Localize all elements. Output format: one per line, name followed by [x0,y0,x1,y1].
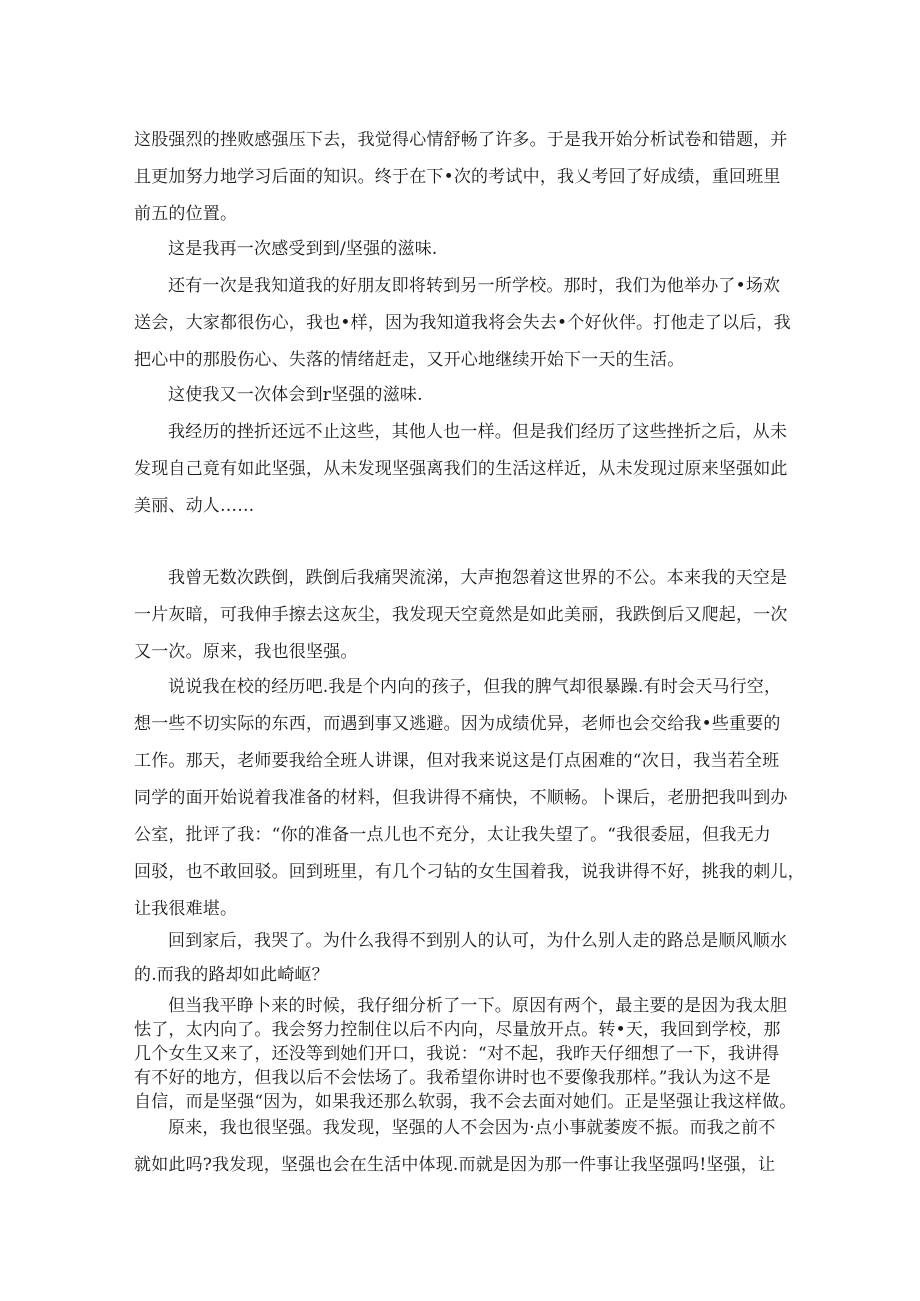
paragraph-6 [134,560,788,671]
text-line: 这股强烈的挫败感强压下去，我觉得心情舒畅了许多。于是我开始分析试卷和错题，并 [134,130,788,150]
text-line: 同学的面开始说着我准备的材料，但我讲得不痛快，不顺畅。卜课后，老册把我叫到办 [134,788,788,808]
text-line: 还有一次是我知道我的好朋友即将转到另一所学校。那时，我们为他举办了•场欢 [168,276,781,296]
text-line: 送会，大家都很伤心，我也•样，因为我知道我将会失去•个好伙伴。打他走了以后，我 [134,313,791,333]
text-line: 工作。那天，老师要我给全班人讲课，但对我来说这是仃点困难的“次日，我当若全班 [134,751,780,771]
text-line: 这是我再一次感受到到/坚强的滋味. [168,239,438,259]
text-line: 几个女生又来了，还没等到她们开口，我说：“对不起，我昨天仔细想了一下，我讲得 [134,1044,780,1064]
text-line: 原来，我也很坚强。我发现，坚强的人不会因为·点小事就萎废不振。而我之前不 [168,1118,776,1138]
text-line: 但当我平睁卜来的时候，我仔细分析了一下。原因有两个，最主要的是因为我太胆 [168,996,788,1016]
paragraph-9 [134,994,797,1114]
text-line: 一片灰暗，可我伸手擦去这灰尘，我发现天空竟然是如此美丽，我跌倒后又爬起，一次 [134,605,788,625]
text-line: 回到家后，我哭了。为什么我得不到别人的认可，为什么别人走的路总是顺风顺水 [168,931,788,951]
text-line: 公室，批评了我：“你的准备一点儿也不充分，太让我失望了。“我很委屈，但我无力 [134,825,771,845]
text-line: 这使我又一次体会到r坚强的滋味. [168,385,423,405]
text-line: 怯了，太内向了。我会努力控制住以后不内向，尽量放开点。转•天，我回到学校，那 [134,1020,781,1040]
text-line: 美丽、动人…… [134,496,255,516]
paragraph-7 [134,669,805,928]
text-line: 就如此吗?我发现，坚强也会在生活中体现.而就是因为那一件事让我坚强吗!坚强，让 [134,1155,776,1175]
paragraph-2 [134,231,782,268]
text-line: 我曾无数次跌倒，跌倒后我痛哭流涕，大声抱怨着这世界的不公。本来我的天空是 [168,568,788,588]
text-line: 想一些不切实际的东西，而遇到事又逃避。因为成绩优异，老师也会交给我•些重要的 [134,714,781,734]
text-line: 我经历的挫折还远不止这些，其他人也一样。但是我们经历了这些挫折之后，从未 [168,422,788,442]
text-line: 的.而我的路却如此崎岖？ [134,965,329,985]
text-line: 发现自己竟有如此坚强，从未发现坚强离我们的生活这样近，从未发现过原来坚强如此 [134,459,788,479]
text-line: 回驳，也不敢回驳。回到班里，有几个刁钻的女生国着我，说我讲得不好，挑我的刺儿， [134,862,805,882]
paragraph-10 [134,1110,782,1184]
text-line: 前五的位置。 [134,204,238,224]
text-line: 又一次。原来，我也很坚强。 [134,642,358,662]
text-line: 自信，而是坚强“因为，如果我还那么软弱，我不会去面对她们。正是坚强让我这样做。 [134,1092,797,1112]
text-line: 让我很难堪。 [134,899,238,919]
paragraph-8 [134,924,788,992]
paragraph-5 [134,414,788,525]
paragraph-1 [134,122,788,233]
text-line: 把心中的那股伤心、失落的情绪赶走，又开心地继续开始下一天的生活。 [134,350,685,370]
paragraph-3 [134,268,791,379]
text-line: 有不好的地方，但我以后不会怯场了。我希望你讲时也不要像我那样。”我认为这不是 [134,1068,771,1088]
text-line: 说说我在校的经历吧.我是个内向的孩子，但我的脾气却很暴躁.有时会天马行空， [168,677,782,697]
text-line: 且更加努力地学习后面的知识。终于在下•次的考试中，我乂考回了好成绩，重回班里 [134,167,781,187]
paragraph-4 [134,377,782,414]
